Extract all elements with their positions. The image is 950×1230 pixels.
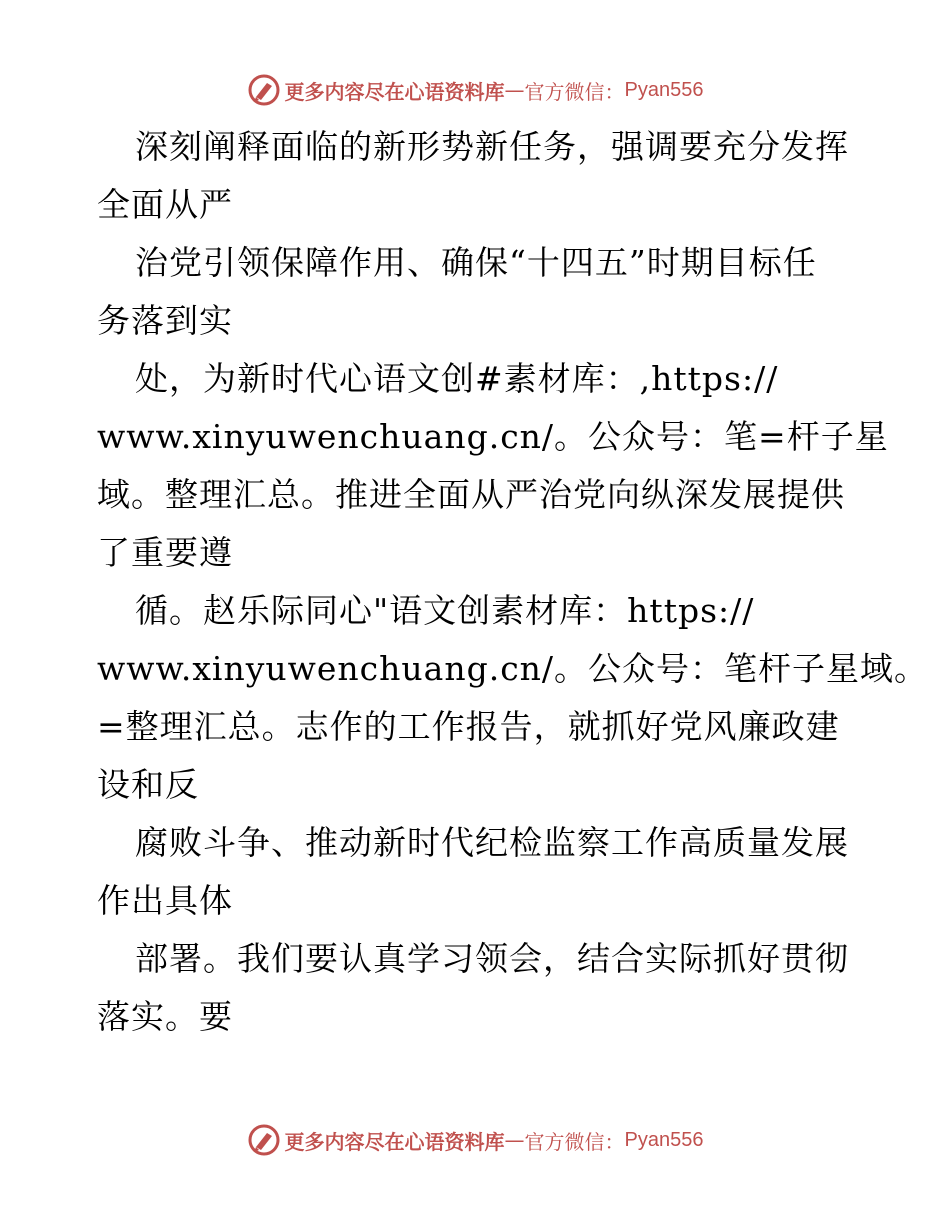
text-line: www.xinyuwenchuang.cn/。公众号：笔=杆子星 (97, 417, 889, 456)
banner-separator: — (504, 1128, 525, 1152)
text-line: 循。赵乐际同心"语文创素材库：https:// (135, 591, 755, 630)
text-line: 深刻阐释面临的新形势新任务，强调要充分发挥 (135, 127, 849, 166)
text-line: 处，为新时代心语文创#素材库：,https:// (135, 359, 779, 398)
pen-logo-icon (247, 1123, 281, 1157)
pen-logo-icon (247, 73, 281, 107)
document-body (97, 118, 929, 1046)
banner-text: 更多内容尽在心语资料库 (284, 79, 505, 104)
footer-banner (0, 1120, 950, 1160)
text-line: =整理汇总。志作的工作报告，就抓好党风廉政建 (97, 707, 840, 746)
text-line: 腐败斗争、推动新时代纪检监察工作高质量发展 (135, 823, 849, 862)
text-line: 落实。要 (97, 997, 233, 1036)
text-line: 了重要遵 (97, 533, 233, 572)
header-banner (0, 70, 950, 110)
text-line: 设和反 (97, 765, 199, 804)
banner-separator: — (504, 78, 525, 102)
text-line: 域。整理汇总。推进全面从严治党向纵深发展提供 (97, 475, 845, 514)
text-line: 治党引领保障作用、确保“十四五”时期目标任 (135, 243, 817, 282)
banner-wechat-id: Pyan556 (624, 1128, 704, 1151)
text-line: 作出具体 (97, 881, 233, 920)
text-line: 全面从严 (97, 185, 233, 224)
banner-wechat-label: 官方微信： (524, 1129, 625, 1154)
text-line: 务落到实 (97, 301, 233, 340)
banner-text: 更多内容尽在心语资料库 (284, 1129, 505, 1154)
banner-wechat-label: 官方微信： (524, 79, 625, 104)
text-line: www.xinyuwenchuang.cn/。公众号：笔杆子星域。 (97, 649, 929, 688)
banner-wechat-id: Pyan556 (624, 78, 704, 101)
text-line: 部署。我们要认真学习领会，结合实际抓好贯彻 (135, 939, 849, 978)
